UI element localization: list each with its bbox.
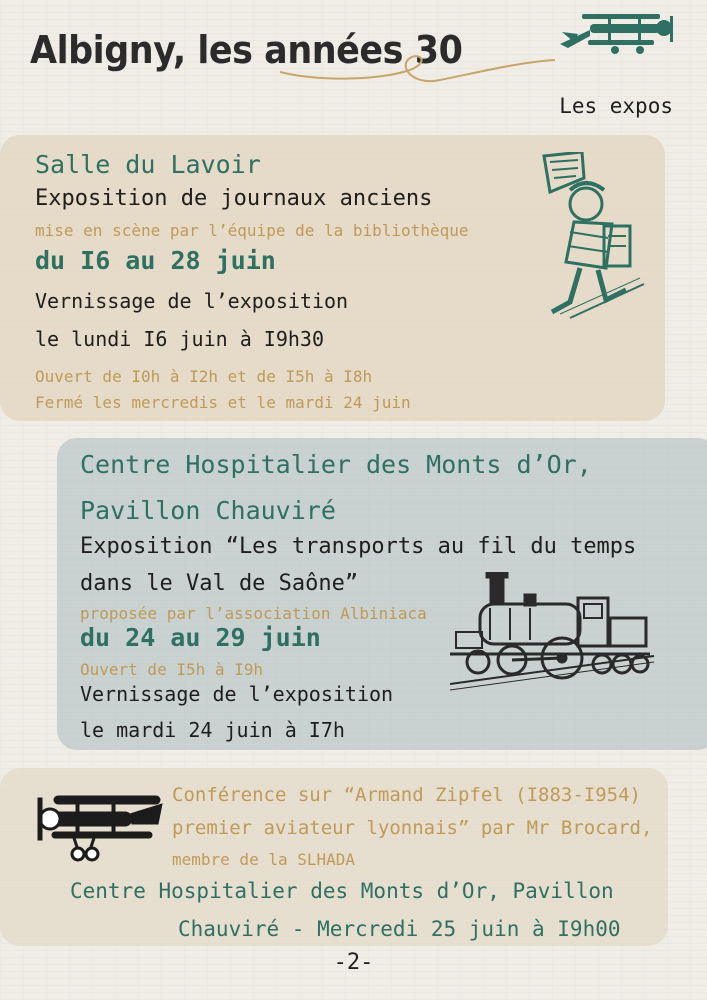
- expo1-credit: mise en scène par l’équipe de la bibliothèque: [35, 221, 469, 240]
- section-subtitle: Les expos: [559, 94, 673, 118]
- conference-line2: premier aviateur lyonnais” par Mr Brocard,: [172, 817, 653, 839]
- expo2-venue-line2: Pavillon Chauviré: [80, 496, 336, 525]
- expo1-hours-line1: Ouvert de I0h à I2h et de I5h à I8h: [35, 367, 373, 386]
- expo2-hours: Ouvert de I5h à I9h: [80, 660, 264, 679]
- decorative-swirl: [280, 52, 560, 92]
- expo2-title-line2: dans le Val de Saône”: [80, 571, 359, 596]
- newspaper-boy-icon: [540, 152, 648, 322]
- steam-locomotive-icon: [450, 572, 655, 694]
- conference-place-line2: Chauviré - Mercredi 25 juin à I9h00: [178, 917, 621, 941]
- expo2-dates: du 24 au 29 juin: [80, 623, 321, 652]
- expo1-vernissage-date: le lundi I6 juin à I9h30: [35, 327, 324, 351]
- conference-place-line1: Centre Hospitalier des Monts d’Or, Pavillon: [70, 879, 614, 903]
- conference-line3: membre de la SLHADA: [172, 850, 356, 869]
- expo2-venue-line1: Centre Hospitalier des Monts d’Or,: [80, 450, 592, 479]
- conference-line1: Conférence sur “Armand Zipfel (I883-I954): [172, 784, 641, 806]
- expo1-venue: Salle du Lavoir: [35, 150, 261, 179]
- page-number: -2-: [333, 950, 374, 975]
- expo1-vernissage-label: Vernissage de l’exposition: [35, 289, 349, 313]
- page-title: Albigny, les années 30: [30, 28, 463, 72]
- biplane-icon: [560, 6, 682, 56]
- biplane-icon: [34, 792, 164, 862]
- expo1-dates: du I6 au 28 juin: [35, 246, 276, 275]
- expo2-credit: proposée par l’association Albiniaca: [80, 604, 427, 623]
- expo2-vernissage-date: le mardi 24 juin à I7h: [80, 718, 345, 742]
- expo2-title-line1: Exposition “Les transports au fil du temps: [80, 534, 637, 559]
- expo1-hours-line2: Fermé les mercredis et le mardi 24 juin: [35, 393, 411, 412]
- expo2-vernissage-label: Vernissage de l’exposition: [80, 682, 394, 706]
- expo1-title: Exposition de journaux anciens: [35, 186, 433, 211]
